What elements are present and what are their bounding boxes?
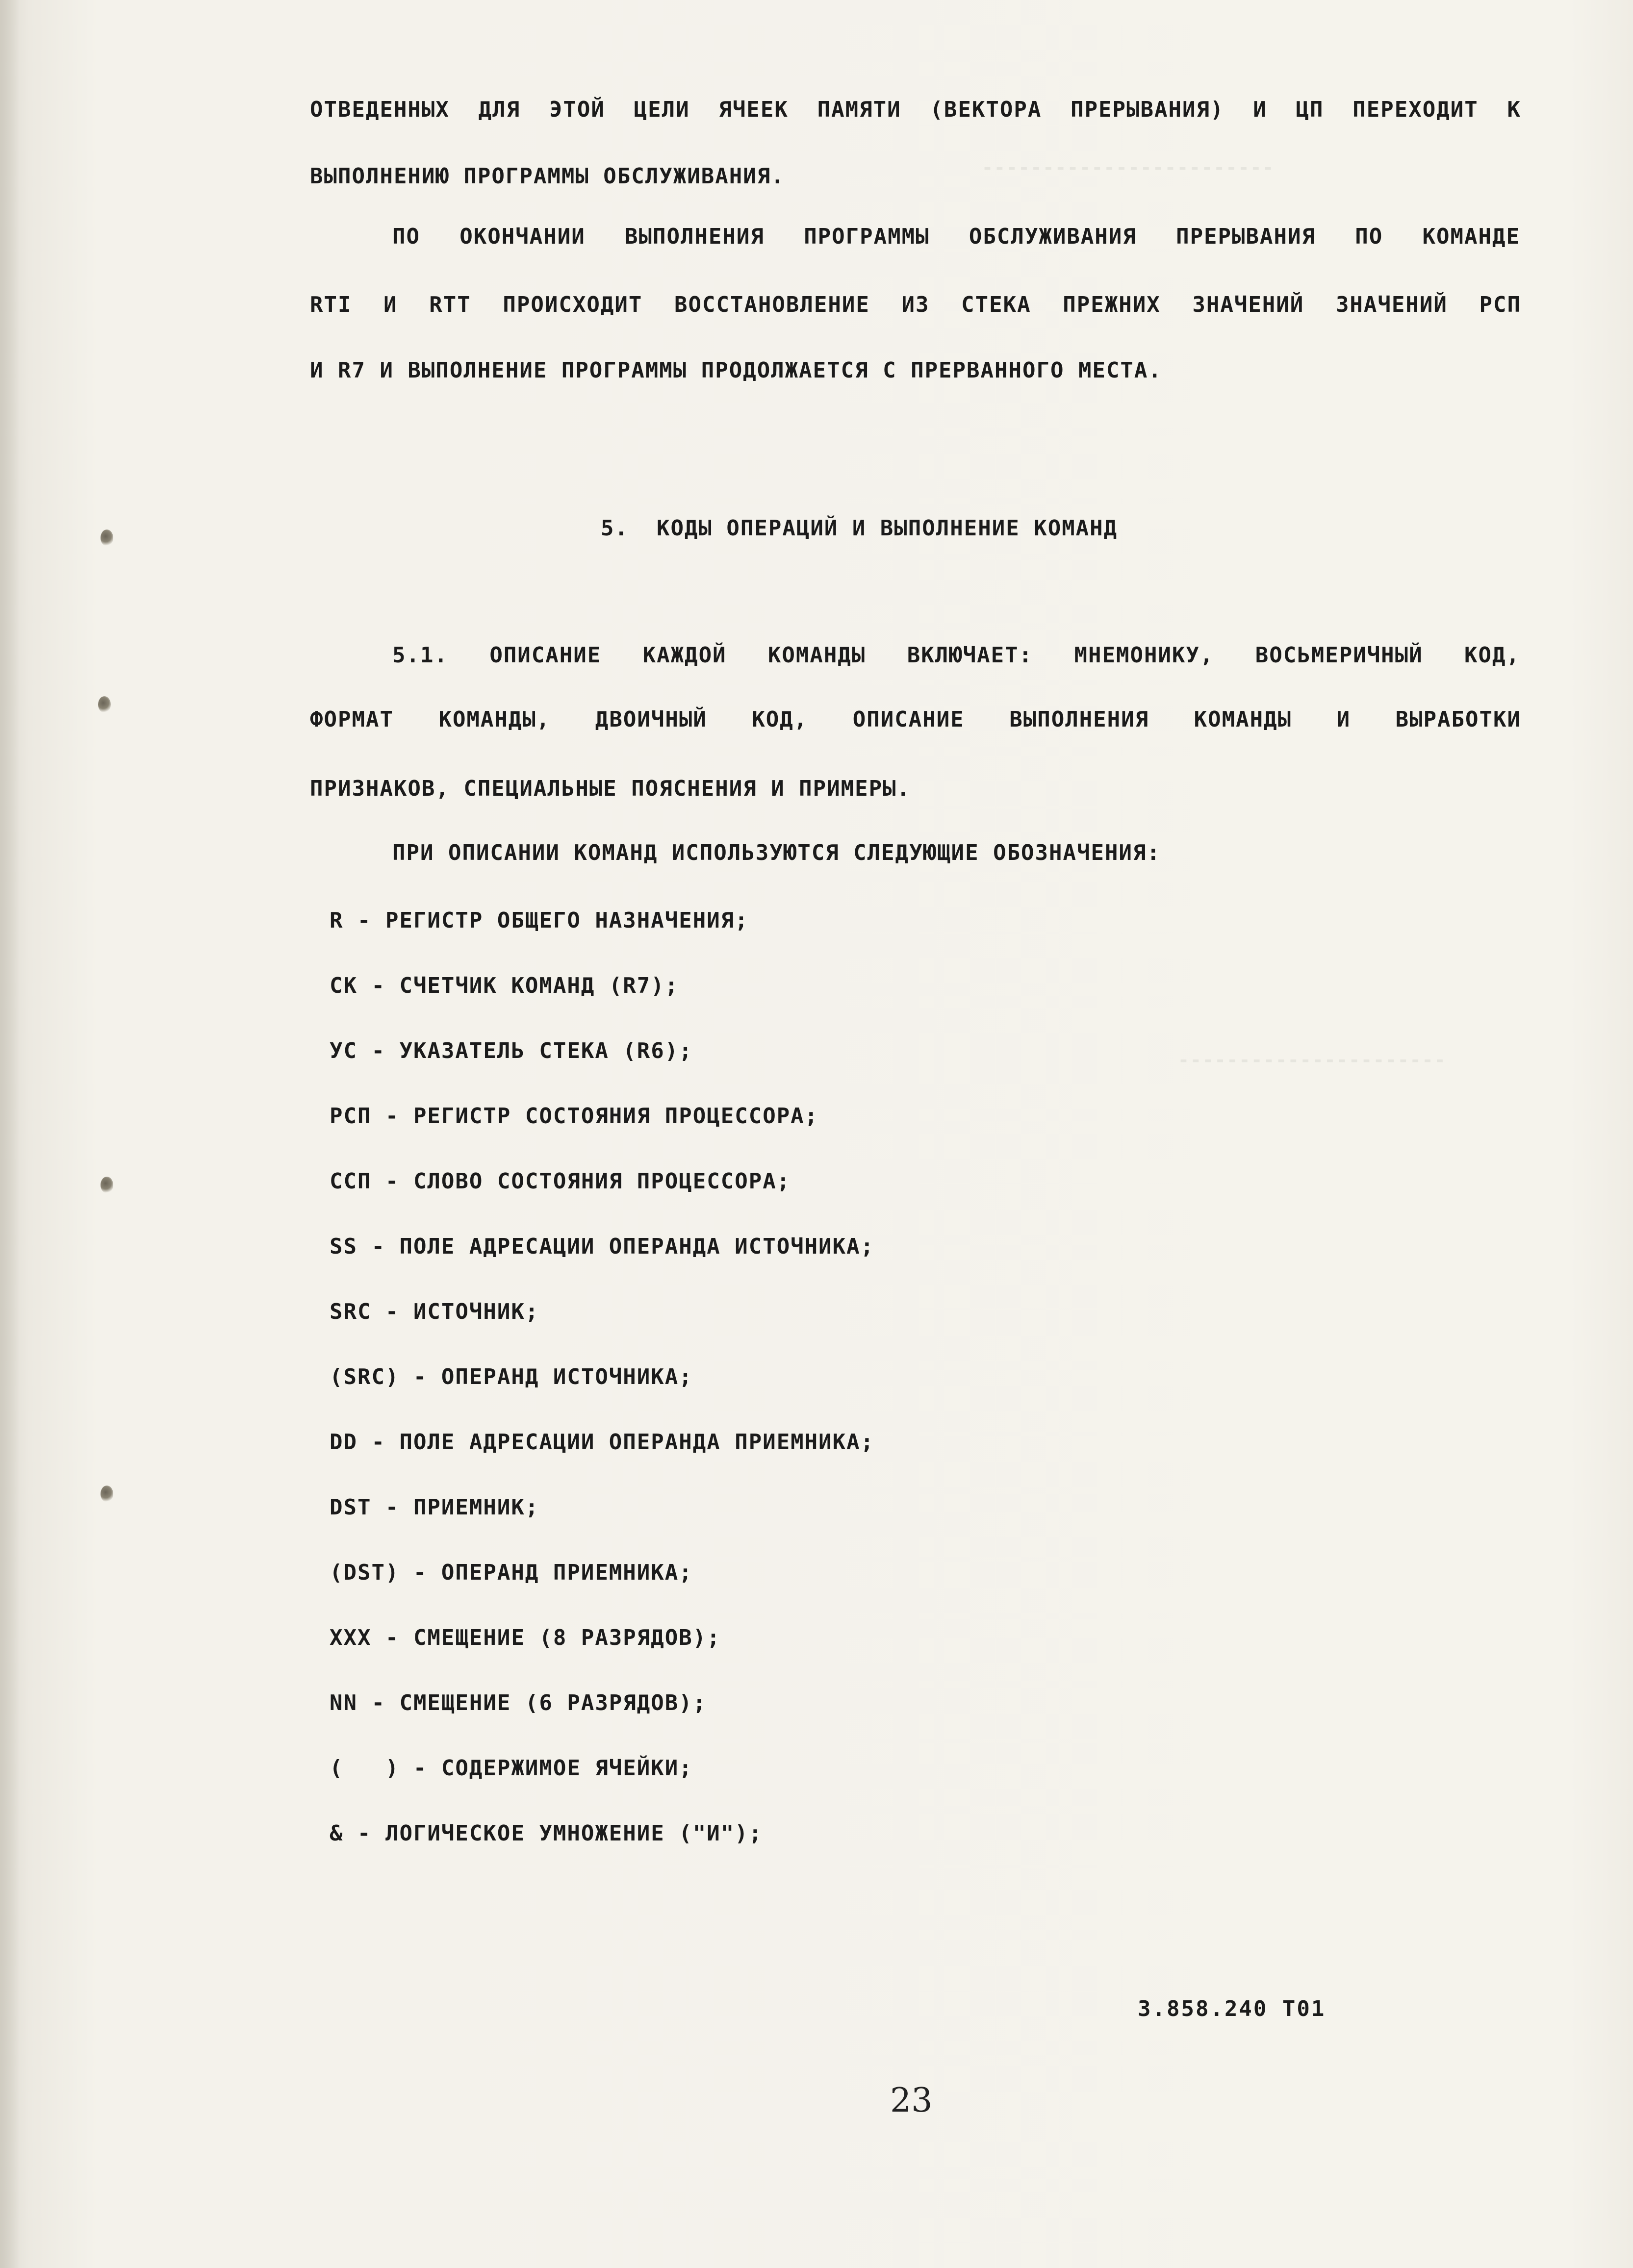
definition-item: (DST) - ОПЕРАНД ПРИЕМНИКА; [330, 1560, 693, 1585]
definition-item: & - ЛОГИЧЕСКОЕ УМНОЖЕНИЕ ("И"); [330, 1821, 763, 1846]
definition-item: ССП - СЛОВО СОСТОЯНИЯ ПРОЦЕССОРА; [330, 1169, 791, 1194]
definition-item: DD - ПОЛЕ АДРЕСАЦИИ ОПЕРАНДА ПРИЕМНИКА; [330, 1430, 875, 1455]
paragraph-line: ПО ОКОНЧАНИИ ВЫПОЛНЕНИЯ ПРОГРАММЫ ОБСЛУЖИВАНИЯ ПРЕРЫВАНИЯ ПО КОМАНДЕ [392, 224, 1520, 249]
paragraph-line: RTI И RTT ПРОИСХОДИТ ВОССТАНОВЛЕНИЕ ИЗ СТЕКА ПРЕЖНИХ ЗНАЧЕНИЙ ЗНАЧЕНИЙ РСП [310, 292, 1521, 317]
page-number: 23 [890, 2081, 933, 2120]
binding-hole [101, 1486, 113, 1502]
show-through: ---------------------- [1177, 1049, 1446, 1071]
definition-item: SS - ПОЛЕ АДРЕСАЦИИ ОПЕРАНДА ИСТОЧНИКА; [330, 1234, 875, 1259]
paragraph-line: ВЫПОЛНЕНИЮ ПРОГРАММЫ ОБСЛУЖИВАНИЯ. [310, 164, 785, 189]
paragraph-line: И R7 И ВЫПОЛНЕНИЕ ПРОГРАММЫ ПРОДОЛЖАЕТСЯ С ПРЕРВАННОГО МЕСТА. [310, 358, 1162, 383]
definition-item: ХХХ - СМЕЩЕНИЕ (8 РАЗРЯДОВ); [330, 1625, 721, 1650]
binding-hole [101, 529, 113, 546]
section-heading: 5. КОДЫ ОПЕРАЦИЙ И ВЫПОЛНЕНИЕ КОМАНД [601, 516, 1118, 541]
paragraph-line: ОТВЕДЕННЫХ ДЛЯ ЭТОЙ ЦЕЛИ ЯЧЕЕК ПАМЯТИ (ВЕКТОРА ПРЕРЫВАНИЯ) И ЦП ПЕРЕХОДИТ К [310, 97, 1521, 122]
definition-item: R - РЕГИСТР ОБЩЕГО НАЗНАЧЕНИЯ; [330, 908, 749, 933]
paragraph-line: ПРИЗНАКОВ, СПЕЦИАЛЬНЫЕ ПОЯСНЕНИЯ И ПРИМЕРЫ. [310, 776, 911, 801]
show-through: ------------------------ [981, 157, 1274, 178]
document-number: 3.858.240 Т01 [1138, 1996, 1326, 2021]
definition-item: DST - ПРИЕМНИК; [330, 1495, 539, 1520]
definition-item: NN - СМЕЩЕНИЕ (6 РАЗРЯДОВ); [330, 1690, 707, 1715]
binding-shadow [0, 0, 20, 2268]
definition-item: СК - СЧЕТЧИК КОМАНД (R7); [330, 973, 679, 998]
definition-item: (SRC) - ОПЕРАНД ИСТОЧНИКА; [330, 1364, 693, 1389]
binding-hole [98, 696, 111, 713]
paragraph-line: ПРИ ОПИСАНИИ КОМАНД ИСПОЛЬЗУЮТСЯ СЛЕДУЮЩИЕ ОБОЗНАЧЕНИЯ: [392, 840, 1161, 865]
paragraph-line: 5.1. ОПИСАНИЕ КАЖДОЙ КОМАНДЫ ВКЛЮЧАЕТ: МНЕМОНИКУ, ВОСЬМЕРИЧНЫЙ КОД, [392, 643, 1520, 668]
definition-item: УС - УКАЗАТЕЛЬ СТЕКА (R6); [330, 1038, 693, 1063]
definition-item: ( ) - СОДЕРЖИМОЕ ЯЧЕЙКИ; [330, 1756, 693, 1781]
binding-hole [101, 1177, 113, 1193]
definition-item: РСП - РЕГИСТР СОСТОЯНИЯ ПРОЦЕССОРА; [330, 1104, 819, 1129]
definition-item: SRC - ИСТОЧНИК; [330, 1299, 539, 1324]
paragraph-line: ФОРМАТ КОМАНДЫ, ДВОИЧНЫЙ КОД, ОПИСАНИЕ ВЫПОЛНЕНИЯ КОМАНДЫ И ВЫРАБОТКИ [310, 707, 1521, 732]
